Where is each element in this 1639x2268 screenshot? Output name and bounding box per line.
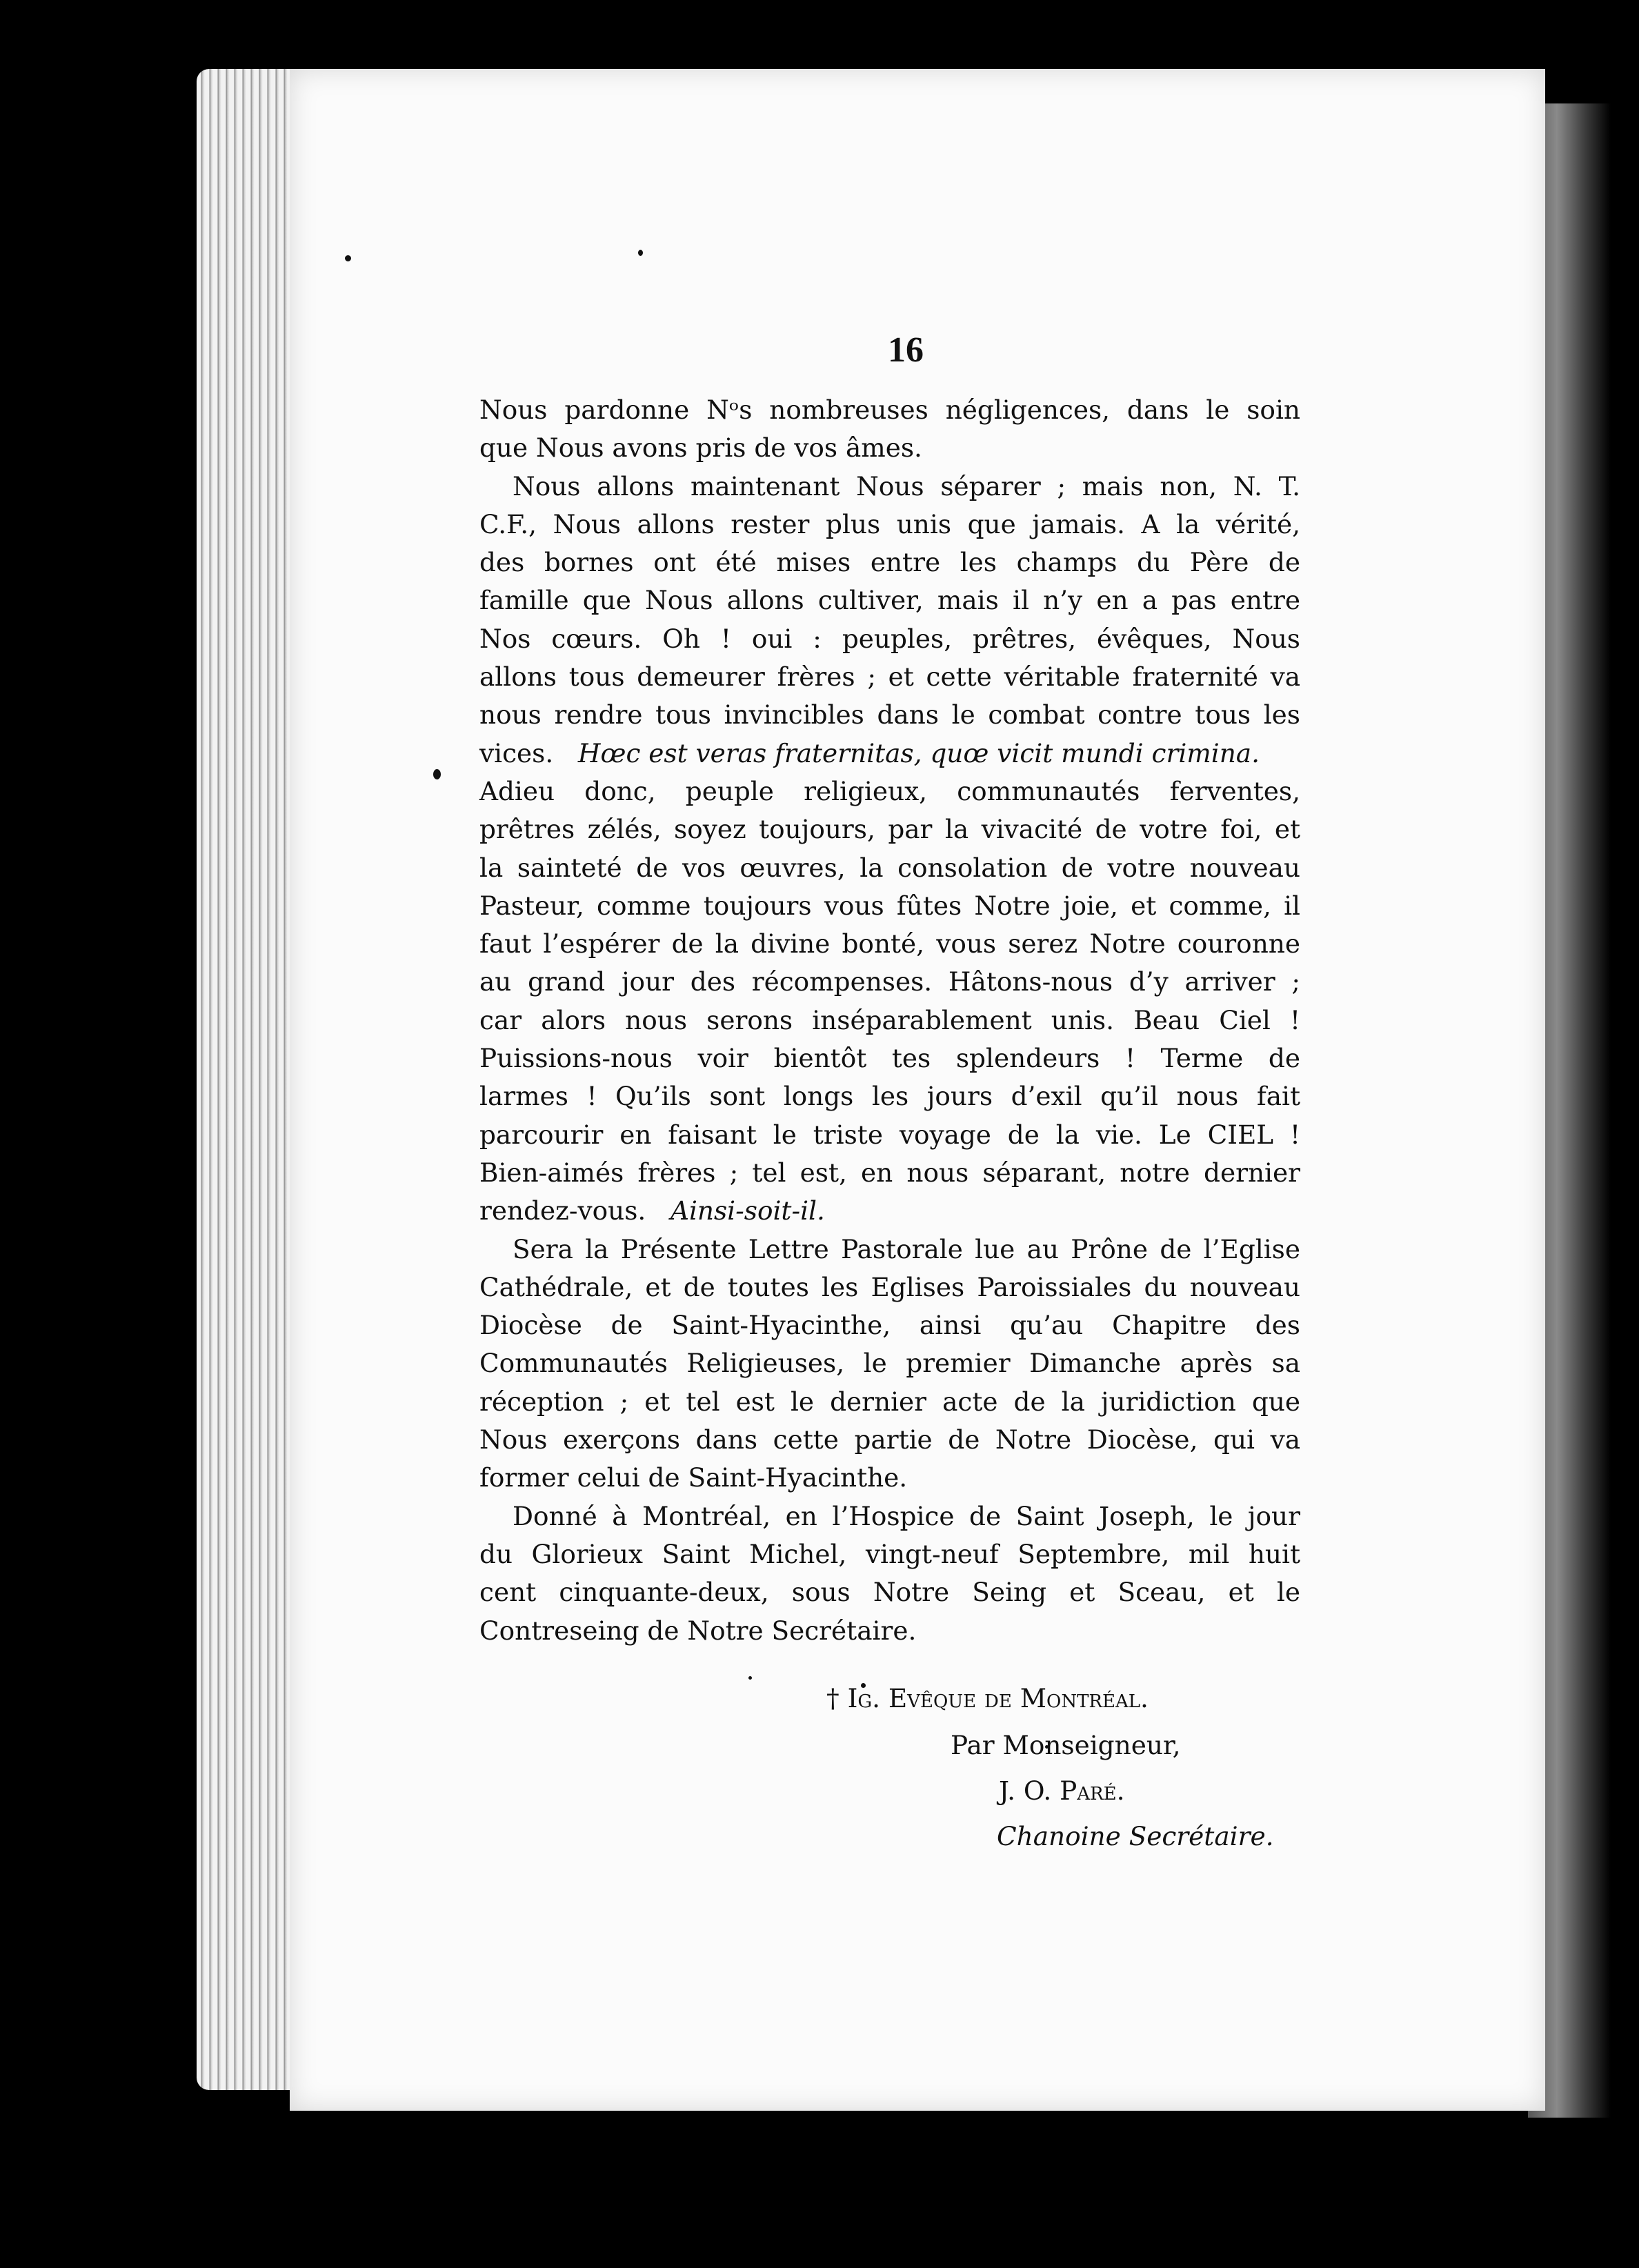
- text-line: des bornes ont été mises entre les champs du Père de: [479, 547, 1300, 578]
- text-line: la sainteté de vos œuvres, la consolation de votre nouveau: [479, 852, 1300, 883]
- text-line: cent cinquante-deux, sous Notre Seing et Sceau, et le: [479, 1577, 1300, 1608]
- text-line: allons tous demeurer frères ; et cette véritable fraternité va: [479, 662, 1300, 693]
- ink-speck: [345, 255, 351, 261]
- letter-body: [479, 391, 1300, 1650]
- text-line: Donné à Montréal, en l’Hospice de Saint Joseph, le jour: [513, 1500, 1300, 1531]
- ink-speck: [433, 769, 441, 779]
- text-line: Pasteur, comme toujours vous fûtes Notre joie, et comme, il: [479, 890, 1300, 921]
- text-line: parcourir en faisant le triste voyage de la vie. Le CIEL !: [479, 1119, 1300, 1150]
- text-line: Nos cœurs. Oh ! oui : peuples, prêtres, évêques, Nous: [479, 623, 1300, 654]
- text-line: Nous allons maintenant Nous séparer ; mais non, N. T.: [513, 470, 1300, 501]
- ink-speck: [748, 1676, 752, 1680]
- text-line: Contreseing de Notre Secrétaire.: [479, 1615, 917, 1646]
- text-line: former celui de Saint-Hyacinthe.: [479, 1462, 908, 1493]
- text-line: Puissions-nous voir bientôt tes splendeurs ! Terme de: [479, 1043, 1300, 1074]
- text-line: Cathédrale, et de toutes les Eglises Paroissiales du nouveau: [479, 1271, 1300, 1302]
- text-line: C.F., Nous allons rester plus unis que jamais. A la vérité,: [479, 508, 1300, 539]
- text-line: réception ; et tel est le dernier acte de la juridiction que: [479, 1386, 1300, 1417]
- secretary-name: J. O. Paré.: [999, 1775, 1125, 1806]
- text-line: car alors nous serons inséparablement unis. Beau Ciel !: [479, 1004, 1300, 1035]
- ink-speck: [638, 250, 643, 256]
- text-fragment: rendez-vous.: [479, 1195, 646, 1226]
- text-line: Bien-aimés frères ; tel est, en nous séparant, notre dernier: [479, 1157, 1300, 1188]
- text-line: Sera la Présente Lettre Pastorale lue au Prône de l’Eglise: [513, 1233, 1300, 1264]
- par-monseigneur: Par Monseigneur,: [951, 1730, 1181, 1760]
- text-line: que Nous avons pris de vos âmes.: [479, 432, 922, 464]
- text-line: famille que Nous allons cultiver, mais il n’y en a pas entre: [479, 585, 1300, 616]
- text-line: Adieu donc, peuple religieux, communautés ferventes,: [479, 775, 1300, 806]
- page-edges: [197, 69, 300, 2090]
- text-line: du Glorieux Saint Michel, vingt-neuf Septembre, mil huit: [479, 1538, 1300, 1569]
- text-line: Nous exerçons dans cette partie de Notre Diocèse, qui va: [479, 1424, 1300, 1455]
- text-line: [479, 1192, 1300, 1230]
- text-line: [479, 735, 1300, 773]
- text-line: faut l’espérer de la divine bonté, vous serez Notre couronne: [479, 928, 1300, 959]
- text-line: au grand jour des récompenses. Hâtons-nous d’y arriver ;: [479, 966, 1300, 997]
- text-line: larmes ! Qu’ils sont longs les jours d’exil qu’il nous fait: [479, 1081, 1300, 1112]
- text-fragment: vices.: [479, 737, 554, 768]
- latin-quote: Hœc est veras fraternitas, quœ vicit mundi crimina.: [577, 737, 1260, 768]
- closing-amen: Ainsi-soit-il.: [670, 1195, 825, 1226]
- bishop-signature: † Ig. Evêque de Montréal.: [826, 1683, 1149, 1713]
- text-line: Communautés Religieuses, le premier Dimanche après sa: [479, 1348, 1300, 1379]
- text-line: prêtres zélés, soyez toujours, par la vivacité de votre foi, et: [479, 814, 1300, 845]
- page-number: 16: [888, 330, 924, 370]
- text-line: Diocèse de Saint-Hyacinthe, ainsi qu’au Chapitre des: [479, 1310, 1300, 1341]
- secretary-title: Chanoine Secrétaire.: [997, 1821, 1274, 1851]
- text-line: Nous pardonne Nᵒs nombreuses négligences, dans le soin: [479, 395, 1300, 425]
- text-line: nous rendre tous invincibles dans le combat contre tous les: [479, 699, 1300, 730]
